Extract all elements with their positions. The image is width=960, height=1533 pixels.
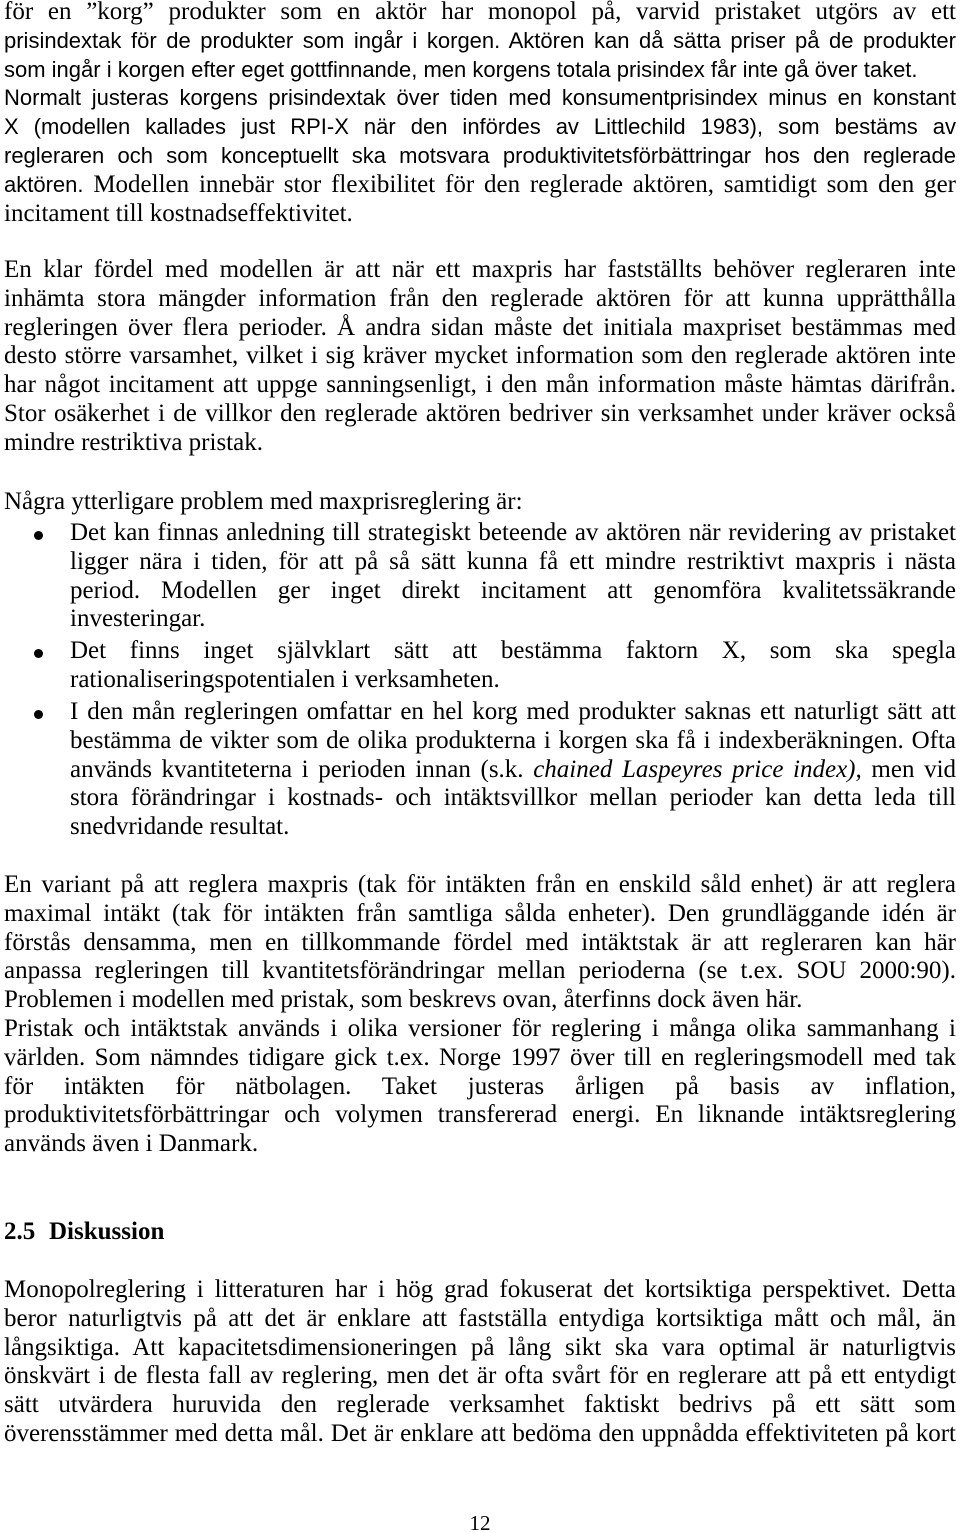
text-line: En variant på att reglera maxpris (tak för intäkten från en enskild såld enhet) är att reglera — [4, 871, 956, 898]
heading-line — [4, 1218, 956, 1247]
italic-text-run: chained Laspeyres price index), — [533, 755, 862, 783]
text-line: prisindextak för de produkter som ingår i korgen. Aktören kan då sätta priser på de produkter — [4, 27, 956, 53]
text-run: men vid — [871, 755, 957, 783]
text-line: för en ”korg” produkter som en aktör har monopol på, varvid pristaket utgörs av ett — [4, 0, 956, 25]
text-line: sätt utvärdera huruvida den reglerade verksamhet faktiskt bedrivs på ett sätt som — [4, 1391, 956, 1419]
text-run: används kvantiteterna i perioden innan (s.k. — [70, 755, 524, 783]
text-line: investeringar. — [70, 605, 206, 633]
text-line: Stor osäkerhet i de villkor den reglerade aktören bedriver sin verksamhet under kräver också — [4, 399, 956, 427]
paragraph-3 — [4, 871, 956, 1159]
text-line: överensstämmer med detta mål. Det är enklare att bedöma den uppnådda effektiviteten på kort — [4, 1419, 956, 1447]
text-line: världen. Som nämndes tidigare gick t.ex. Norge 1997 över till en regleringsmodell med tak — [4, 1043, 956, 1071]
paragraph-2 — [4, 256, 956, 458]
text-line — [4, 171, 956, 200]
text-line: förstås densamma, men en tillkommande fördel med intäktstak är att regleraren kan här — [4, 928, 956, 956]
text-line: snedvridande resultat. — [70, 813, 290, 841]
text-line: Problemen i modellen med pristak, som beskrevs ovan, återfinns dock även här. — [4, 986, 803, 1014]
text-line: stora förändringar i kostnads- och intäktsvillkor mellan perioder kan detta leda till — [70, 784, 956, 812]
text-line: anpassa regleringen till kvantitetsförändringar mellan perioderna (se t.ex. SOU 2000:90). — [4, 957, 956, 985]
text-line: beror naturligtvis på att det är enklare att fastställa entydiga kortsiktiga mått och mål, än — [4, 1304, 956, 1332]
text-line: produktivitetsförbättringar och volymen transfererad energi. En liknande intäktsreglering — [4, 1101, 956, 1129]
list-item-text — [70, 519, 956, 634]
text-line: bestämma de vikter som de olika produkterna i korgen ska få i indexberäkningen. Ofta — [70, 726, 956, 754]
list-item — [4, 698, 956, 842]
text-line: rationaliseringspotentialen i verksamheten. — [70, 665, 500, 693]
bullet-icon — [34, 531, 43, 540]
text-line: En klar fördel med modellen är att när ett maxpris har fastställts behöver regleraren inte — [4, 256, 956, 283]
text-line: I den mån regleringen omfattar en hel korg med produkter saknas ett naturligt sätt att — [70, 698, 956, 725]
bullet-icon — [34, 710, 43, 719]
text-line: inhämta stora mängder information från den reglerade aktören för att kunna upprätthålla — [4, 284, 956, 312]
text-line: långsiktiga. Att kapacitetsdimensioneringen på lång sikt ska vara optimal är naturligtvis — [4, 1333, 956, 1361]
section-number: 2.5 — [4, 1218, 36, 1245]
text-line: desto större varsamhet, vilket i sig kräver mycket information som den reglerade aktören inte — [4, 342, 956, 370]
list-item-text — [70, 637, 956, 695]
page-number: 12 — [469, 1511, 491, 1533]
text-line: mindre restriktiva pristak. — [4, 428, 263, 456]
text-line — [70, 756, 956, 785]
text-line: regleringen över flera perioder. Å andra sidan måste det initiala maxpriset bestämmas med — [4, 313, 956, 341]
list-intro — [4, 488, 956, 517]
list-item-text — [70, 698, 956, 842]
text-line: önskvärt i de flesta fall av reglering, men det är ofta svårt för en reglerare att på ett entydigt — [4, 1362, 956, 1390]
paragraph-1 — [4, 0, 956, 228]
text-line: Normalt justeras korgens prisindextak över tiden med konsumentprisindex minus en konstant — [4, 85, 956, 111]
text-line: som ingår i korgen efter eget gottfinnande, men korgens totala prisindex får inte gå över taket. — [4, 56, 918, 82]
list-item — [4, 519, 956, 634]
bullet-icon — [34, 649, 43, 658]
paragraph-4 — [4, 1276, 956, 1449]
text-line: används även i Danmark. — [4, 1130, 259, 1158]
text-line: ligger nära i tiden, för att på så sätt kunna få ett mindre restriktivt maxpris i nästa — [70, 547, 956, 575]
text-line: period. Modellen ger inget direkt incitament att genomföra kvalitetssäkrande — [70, 576, 956, 604]
text-line: X (modellen kallades just RPI-X när den infördes av Littlechild 1983), som bestäms av — [4, 114, 956, 140]
text-line: maximal intäkt (tak för intäkten från samtliga sålda enheter). Den grundläggande idén är — [4, 899, 956, 927]
text-line: incitament till kostnadseffektivitet. — [4, 199, 353, 227]
text-line: Det kan finnas anledning till strategiskt beteende av aktören när revidering av pristaket — [70, 519, 956, 546]
text-line: regleraren och som konceptuellt ska motsvara produktivitetsförbättringar hos den reglerade — [4, 142, 956, 168]
text-run: aktören. — [4, 171, 84, 197]
text-line: Några ytterligare problem med maxprisreglering är: — [4, 488, 523, 515]
section-title: Diskussion — [49, 1218, 165, 1245]
text-line: har något incitament att uppge sanningsenligt, i den mån information måste hämtas därifrån. — [4, 371, 956, 399]
list-item — [4, 637, 956, 695]
text-line: Pristak och intäktstak används i olika versioner för reglering i många olika sammanhang i — [4, 1014, 956, 1042]
text-line: för intäkten för nätbolagen. Taket justeras årligen på basis av inflation, — [4, 1072, 956, 1100]
text-run: Modellen innebär stor flexibilitet för den reglerade aktören, samtidigt som den ger — [93, 170, 956, 198]
section-heading — [4, 1218, 956, 1247]
text-line: Monopolreglering i litteraturen har i hög grad fokuserat det kortsiktiga perspektivet. Detta — [4, 1276, 956, 1303]
text-line: Det finns inget självklart sätt att bestämma faktorn X, som ska spegla — [70, 637, 956, 664]
